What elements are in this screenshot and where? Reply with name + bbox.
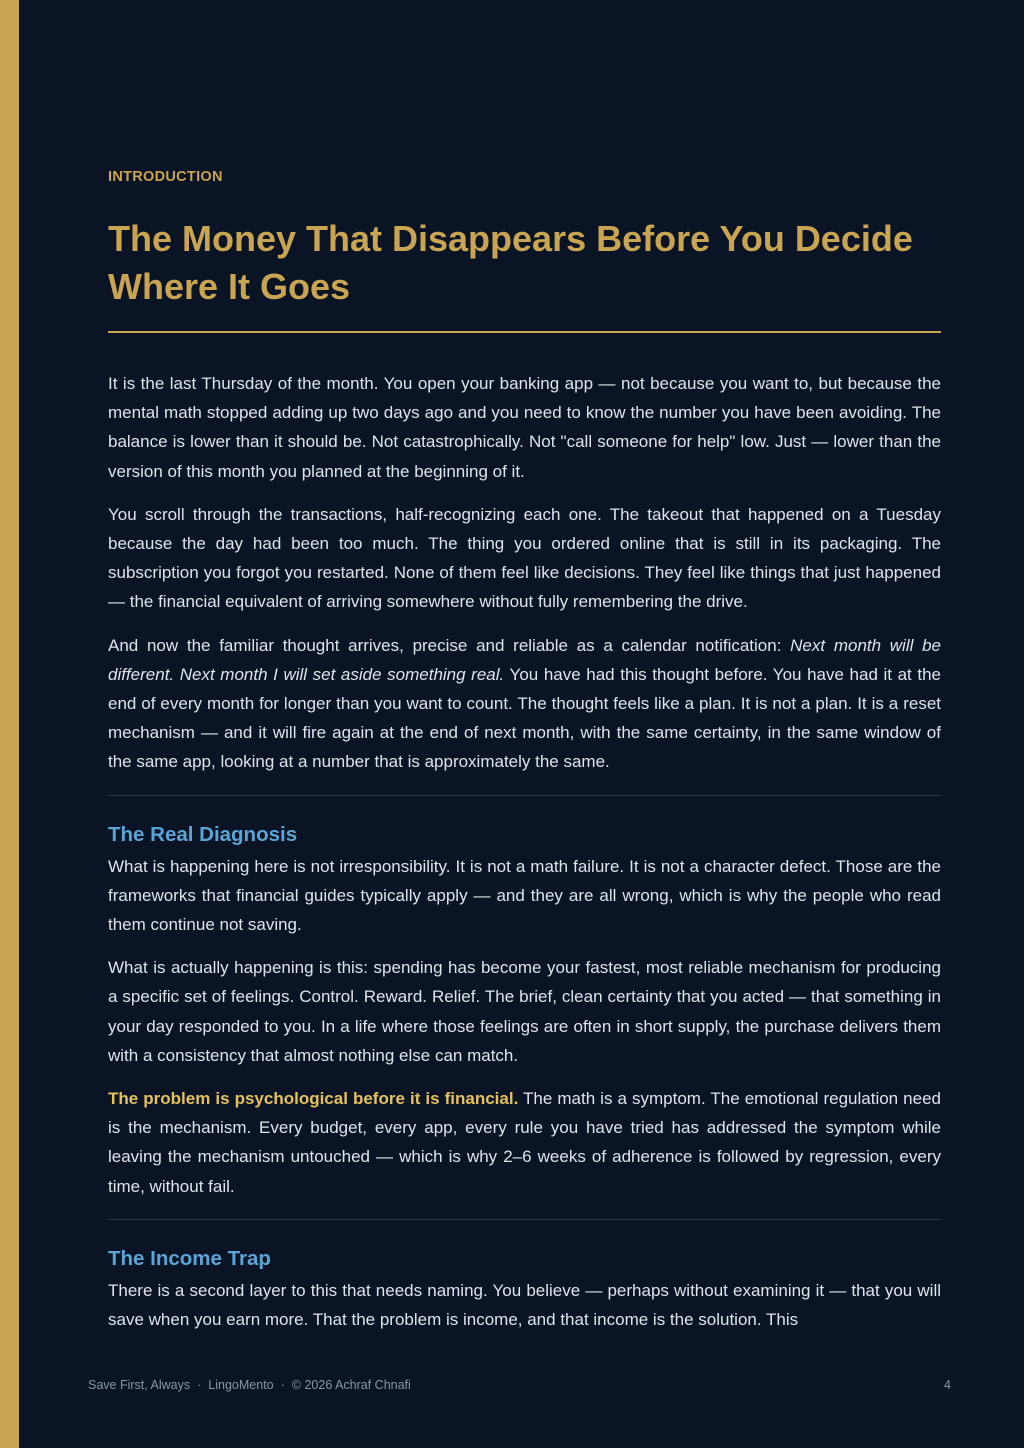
diagnosis-paragraph-1: What is happening here is not irresponsibility. It is not a math failure. It is not a character defect. Those are the frameworks that financial guides typically apply — and they are all wrong, which is why the people who read them continue not saving. (108, 856, 941, 935)
page-title: The Money That Disappears Before You Decide Where It Goes (108, 218, 913, 307)
footer-credits (88, 1378, 411, 1392)
intro-p3-lead: And now the familiar thought arrives, precise and reliable as a calendar notification: (108, 635, 791, 655)
section-divider (108, 1219, 941, 1220)
left-accent-bar (0, 0, 19, 1448)
diagnosis-p3-rest: The math is a symptom. The emotional regulation need is the mechanism. Every budget, every app, every rule you have tried has addressed the symptom while leaving the mechanism untouched — which is why 2–6 weeks of adherence is followed by regression, every time, without fail. (108, 1089, 941, 1196)
intro-paragraph-1: It is the last Thursday of the month. You open your banking app — not because you want to, but because the mental math stopped adding up two days ago and you need to know the number you have been avoiding. The balance is lower than it should be. Not catastrophically. Not "call someone for help" low. Just — lower than the version of this month you planned at the beginning of it. (108, 374, 941, 481)
footer-series: LingoMento (208, 1378, 274, 1392)
title-divider (108, 331, 941, 333)
page-number: 4 (944, 1378, 951, 1392)
footer-copyright: © 2026 Achraf Chnafi (291, 1378, 411, 1392)
section-heading-diagnosis: The Real Diagnosis (108, 822, 298, 846)
section-eyebrow: INTRODUCTION (108, 169, 223, 185)
footer-book-title: Save First, Always (88, 1378, 191, 1392)
intro-paragraph-3 (108, 631, 941, 777)
footer-separator: · (197, 1378, 202, 1392)
intro-p3-italic: Next month will be different. Next month I will set aside something real. (108, 635, 942, 684)
page-footer (88, 1378, 951, 1392)
diagnosis-paragraph-3 (108, 1084, 941, 1201)
page-content (108, 168, 941, 1334)
intro-p3-rest: You have had this thought before. You have had it at the end of every month for longer than you want to count. The thought feels like a plan. It is not a plan. It is a reset mechanism — and it will fire again at the end of next month, with the same certainty, in the same window of the same app, looking at a number that is approximately the same. (108, 664, 941, 772)
section-heading-income-trap: The Income Trap (108, 1246, 271, 1270)
diagnosis-p3-bold: The problem is psychological before it is financial. (108, 1089, 519, 1109)
intro-paragraph-2: You scroll through the transactions, half-recognizing each one. The takeout that happened on a Tuesday because the day had been too much. The thing you ordered online that is still in its packaging. The subscription you forgot you restarted. None of them feel like decisions. They feel like things that just happened — the financial equivalent of arriving somewhere without fully remembering the drive. (108, 504, 941, 612)
diagnosis-paragraph-2: What is actually happening is this: spending has become your fastest, most reliable mechanism for producing a specific set of feelings. Control. Reward. Relief. The brief, clean certainty that you acted — that something in your day responded to you. In a life where those feelings are often in short supply, the purchase delivers them with a consistency that almost nothing else can match. (108, 958, 941, 1065)
income-trap-paragraph-1: There is a second layer to this that needs naming. You believe — perhaps without examining it — that you will save when you earn more. That the problem is income, and that income is the solution. This (108, 1280, 941, 1330)
footer-separator: · (280, 1378, 285, 1392)
section-divider (108, 795, 941, 796)
